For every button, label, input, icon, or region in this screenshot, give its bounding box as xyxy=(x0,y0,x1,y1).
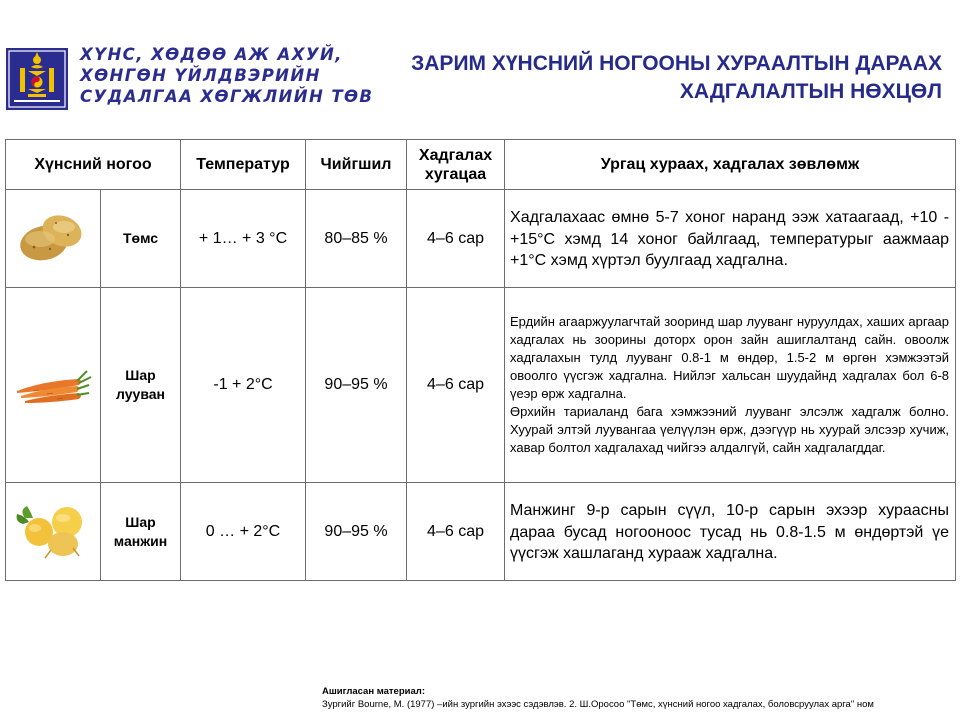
temperature-value: 0 … + 2°C xyxy=(181,483,306,581)
vegetable-name-line: Төмс xyxy=(122,230,159,246)
humidity-value: 90–95 % xyxy=(306,483,407,581)
duration-value: 4–6 сар xyxy=(407,190,505,288)
recommendation-text: Хадгалахаас өмнө 5-7 хоног наранд ээж хатаагаад, +10 - +15°C хэмд 14 хоног байлгаад, температурыг аажмаар +1°C хэмд хүртэл буулгаад хадгална. xyxy=(505,190,956,288)
source-note: Ашигласан материал: Зургийг Bourne, M. (1977) –ийн зургийн эхээс сэдэвлэв. 2. Ш.Оросоо "Төмс, хүнсний ногоо хадгалах, боловсруулах арга" ном xyxy=(322,685,958,711)
vegetable-name xyxy=(101,190,181,288)
organization-name-line: СУДАЛГАА ХӨГЖЛИЙН ТӨВ xyxy=(80,87,374,106)
page-title-line: ХАДГАЛАЛТЫН НӨХЦӨЛ xyxy=(679,80,942,103)
vegetable-name-line: Шар xyxy=(125,513,156,530)
recommendation-paragraph: Өрхийн тариаланд бага хэмжээний лууванг элсэлж хадгалж болно. Хуурай элтэй луувангаа үелүүлэн өрж, дээгүүр нь хуурай элсээр хучиж, хавар болтол хадгалахад чийгээ алдалгүй, сайн хадгалагддаг. xyxy=(510,404,950,455)
temperature-value: -1 + 2°C xyxy=(181,288,306,483)
humidity-value: 80–85 % xyxy=(306,190,407,288)
header-humidity: Чийгшил xyxy=(306,140,407,190)
header-duration xyxy=(407,140,505,190)
header-duration-line: Хадгалах xyxy=(418,146,493,164)
vegetable-image-cell xyxy=(6,288,101,483)
temperature-value: + 1… + 3 °C xyxy=(181,190,306,288)
page-title-line: ЗАРИМ ХҮНСНИЙ НОГООНЫ ХУРААЛТЫН ДАРААХ xyxy=(411,52,942,75)
vegetable-name xyxy=(101,288,181,483)
recommendation-text xyxy=(505,288,956,483)
vegetable-image-cell xyxy=(6,190,101,288)
potato-icon xyxy=(16,205,90,267)
duration-value: 4–6 сар xyxy=(407,288,505,483)
recommendation-text: Манжинг 9-р сарын сүүл, 10-р сарын эхээр хураасны дараа бусад ногоонооc тусад нь 0.8-1.5 м өндөртэй үе үүсгэж хашлаганд хурааж хадгална. xyxy=(505,483,956,581)
soyombo-emblem-icon xyxy=(6,48,68,110)
organization-name-line: ХҮНС, ХӨДӨӨ АЖ АХУЙ, xyxy=(80,45,343,64)
organization-name xyxy=(80,44,374,107)
humidity-value: 90–95 % xyxy=(306,288,407,483)
vegetable-name-line: Шар xyxy=(125,367,156,383)
header-recommendation: Ургац хураах, хадгалах зөвлөмж xyxy=(505,140,956,190)
vegetable-name-line: манжин xyxy=(113,532,168,549)
table-row xyxy=(6,483,956,581)
page-title xyxy=(302,50,942,106)
header-duration-line: хугацаа xyxy=(424,165,487,183)
storage-conditions-table xyxy=(5,139,956,581)
header-temperature: Температур xyxy=(181,140,306,190)
duration-value: 4–6 сар xyxy=(407,483,505,581)
table-row xyxy=(6,190,956,288)
carrot-icon xyxy=(13,361,93,405)
turnip-icon xyxy=(15,498,91,560)
table-header-row xyxy=(6,140,956,190)
header-vegetable: Хүнсний ногоо xyxy=(6,140,181,190)
table-row xyxy=(6,288,956,483)
logo xyxy=(6,45,374,110)
organization-name-line: ХӨНГӨН ҮЙЛДВЭРИЙН xyxy=(80,66,321,85)
source-text: Зургийг Bourne, M. (1977) –ийн зургийн эхээс сэдэвлэв. 2. Ш.Оросоо "Төмс, хүнсний ногоо хадгалах, боловсруулах арга" ном xyxy=(322,699,874,710)
source-label: Ашигласан материал xyxy=(322,686,422,697)
vegetable-image-cell xyxy=(6,483,101,581)
vegetable-name xyxy=(101,483,181,581)
recommendation-paragraph: Ердийн агааржуулагчтай зооринд шар лууванг нуруулдах, хаших аргаар хадгалах нь зоорины доторх орон зайн ашиглалтанд сайн. овоолж хадгалахын тулд лууванг 0.8-1 м өндөр, 1.5-2 м өргөн хэмжээтэй овоолго үүсгэж хадгална. Нийлэг хальсан шуудайнд хадгалах бол 6-8 үеэр өрж хадгална. xyxy=(510,314,950,401)
vegetable-name-line: лууван xyxy=(116,386,165,402)
